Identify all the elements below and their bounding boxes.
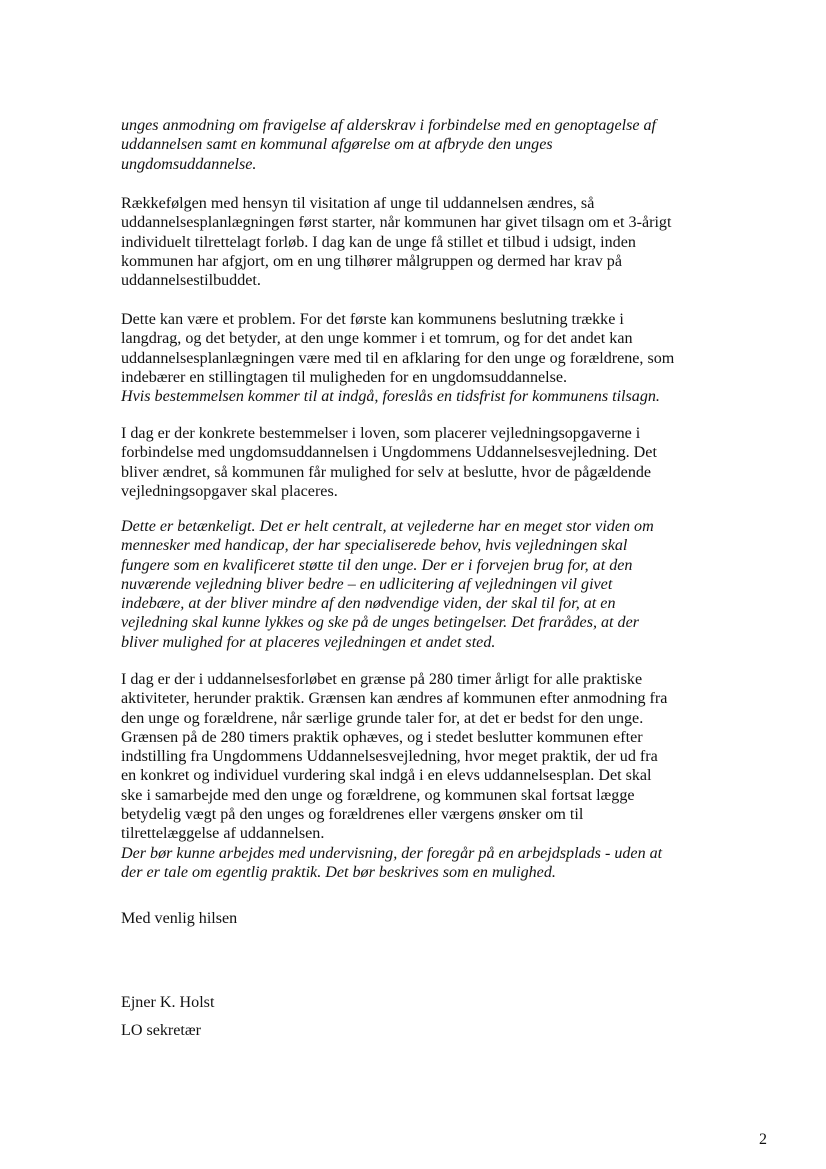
- paragraph-text: I dag er der konkrete bestemmelser i loven, som placerer vejledningsopgaverne i forbindelse med ungdomsuddannelsen i Ungdommens Uddannelsesvejledning. Det bliver ændret, så kommunen får mulighed for selv at beslutte, hvor de pågældende vejledningsopgaver skal placeres.: [121, 425, 657, 500]
- signature-title-text: LO sekretær: [121, 1022, 201, 1039]
- paragraph-italic-remark: Hvis bestemmelsen kommer til at indgå, foreslås en tidsfrist for kommunens tilsagn.: [121, 388, 660, 406]
- paragraph: [121, 670, 721, 882]
- paragraph: [121, 116, 721, 174]
- paragraph-text: Rækkefølgen med hensyn til visitation af unge til uddannelsen ændres, så uddannelsesplanlægningen først starter, når kommunen har givet tilsagn om et 3-årigt individuelt tilrettelagt forløb. I dag kan de unge få stillet et tilbud i udsigt, inden kommunen har afgjort, om en ung tilhører målgruppen og dermed har krav på uddannelsestilbuddet.: [121, 195, 672, 290]
- closing: [121, 909, 721, 928]
- page-number: 2: [759, 1131, 767, 1148]
- paragraph: [121, 517, 721, 652]
- signature-title: [121, 1021, 721, 1040]
- closing-text: Med venlig hilsen: [121, 910, 238, 927]
- paragraph-text: I dag er der i uddannelsesforløbet en grænse på 280 timer årligt for alle praktiske aktiviteter, herunder praktik. Grænsen kan ændres af kommunen efter anmodning fra den unge og forældrene, når særlige grunde taler for, at det er bedst for den unge. Grænsen på de 280 timers praktik ophæves, og i stedet beslutter kommunen efter indstilling fra Ungdommens Uddannelsesvejledning, hvor meget praktik, der ud fra en konkret og individuel vurdering skal indgå i en elevs uddannelsesplan. Det skal ske i samarbejde med den unge og forældrene, og kommunen skal fortsat lægge betydelig vægt på den unges og forældrenes eller værgens ønsker om til tilrettelæggelse af uddannelsen.: [121, 671, 668, 843]
- paragraph: [121, 310, 721, 406]
- paragraph-italic-remark: Der bør kunne arbejdes med undervisning, der foregår på en arbejdsplads - uden at der er tale om egentlig praktik. Det bør beskrives som en mulighed.: [121, 844, 663, 881]
- paragraph: [121, 424, 721, 501]
- paragraph-text: Dette er betænkeligt. Det er helt centralt, at vejlederne har en meget stor viden om mennesker med handicap, der har specialiserede behov, hvis vejledningen skal fungere som en kvalificeret støtte til den unge. Der er i forvejen brug for, at den nuværende vejledning bliver bedre – en udlicitering af vejledningen vil givet indebære, at der bliver mindre af den nødvendige viden, der skal til for, at en vejledning skal kunne lykkes og ske på de unges betingelser. Det frarådes, at der bliver mulighed for at placeres vejledningen et andet sted.: [121, 518, 654, 651]
- paragraph-text: unges anmodning om fravigelse af alderskrav i forbindelse med en genoptagelse af uddannelsen samt en kommunal afgørelse om at afbryde den unges ungdomsuddannelse.: [121, 117, 657, 173]
- signature-name: [121, 993, 721, 1012]
- paragraph: [121, 194, 721, 290]
- signature-name-text: Ejner K. Holst: [121, 994, 215, 1011]
- paragraph-text: Dette kan være et problem. For det første kan kommunens beslutning trække i langdrag, og det betyder, at den unge kommer i et tomrum, og for det andet kan uddannelsesplanlægningen være med til en afklaring for den unge og forældrene, som indebærer en stillingtagen til muligheden for en ungdomsuddannelse.: [121, 311, 675, 386]
